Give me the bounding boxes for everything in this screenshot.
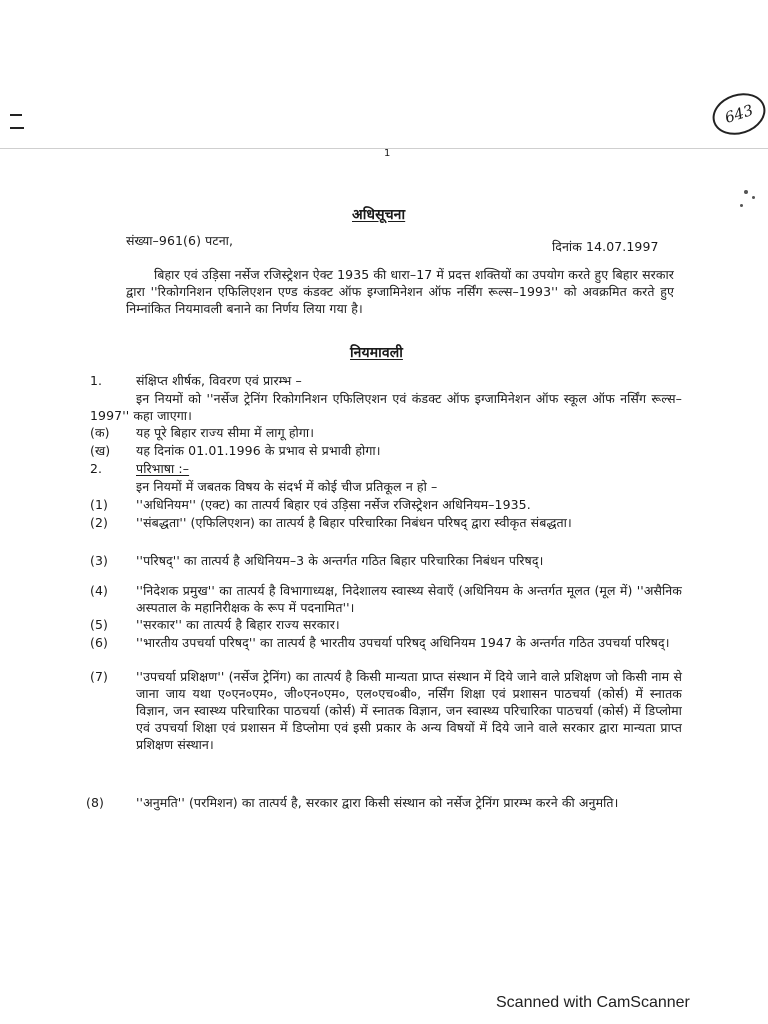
item-text: ''परिषद्'' का तात्पर्य है अधिनियम–3 के अन्तर्गत गठित बिहार परिचारिका निबंधन परिषद्।	[136, 553, 544, 568]
item-number: (5)	[90, 617, 109, 632]
sankhya-line: संख्या–961(6) पटना,	[126, 233, 234, 248]
scan-speck	[740, 204, 743, 207]
dinank-line: दिनांक 14.07.1997	[552, 239, 659, 254]
item-number: (8)	[86, 795, 105, 810]
item-text: ''निदेशक प्रमुख'' का तात्पर्य है विभागाध्यक्ष, निदेशालय स्वास्थ्य सेवाएँ (अधिनियम के अन्तर्गत मूलत (मूल में) ''असैनिक अस्पताल के महानिरीक्षक के रूप में पदनामित''।	[136, 583, 682, 615]
page-stamp	[707, 87, 768, 142]
scan-mark	[10, 114, 22, 116]
scan-speck	[752, 196, 755, 199]
item-text: ''भारतीय उपचर्या परिषद्'' का तात्पर्य है भारतीय उपचर्या परिषद् अधिनियम 1947 के अन्तर्गत गठित उपचर्या परिषद्।	[136, 635, 670, 650]
item-text: इन नियमों को ''नर्सेज ट्रेनिंग रिकोगनिशन एफिलिएशन एवं कंडक्ट ऑफ इग्जामिनेशन ऑफ स्कूल ऑफ नर्सिंग रूल्स–1997'' कहा जाएगा।	[90, 391, 682, 423]
item-text: ''उपचर्या प्रशिक्षण'' (नर्सेज ट्रेनिंग) का तात्पर्य है किसी मान्यता प्राप्त संस्थान में दिये जाने वाले प्रशिक्षण जो किसी नाम से जाना जाय यथा ए०एन०एम०, जी०एन०एम०, एल०एच०बी०, नर्सिंग शिक्षा एवं प्रशासन पाठचर्या (कोर्स) में स्नातक विज्ञान, जन स्वास्थ्य परिचारिका पाठचर्या (कोर्स) में स्नातक विज्ञान, जन स्वास्थ्य परिचारिका पाठचर्या (कोर्स) में डिप्लोमा एवं उपचर्या शिक्षा एवं प्रशासन में डिप्लोमा एवं इसी प्रकार के अन्य विषयों में दिये जाने वाले सरकार द्वारा मान्यता प्राप्त प्रशिक्षण संस्थान।	[136, 669, 682, 752]
item-text: ''अधिनियम'' (एक्ट) का तात्पर्य बिहार एवं उड़िसा नर्सेज रजिस्ट्रेशन अधिनियम–1935.	[136, 497, 531, 512]
item-number: 2.	[90, 461, 103, 476]
item-text: परिभाषा :–	[136, 461, 190, 476]
notification-heading: अधिसूचना	[352, 207, 406, 223]
item-number: (3)	[90, 553, 109, 568]
item-number: (क)	[90, 425, 110, 440]
item-text: संक्षिप्त शीर्षक, विवरण एवं प्रारम्भ –	[136, 373, 302, 388]
item-number: (2)	[90, 515, 109, 530]
item-number: (4)	[90, 583, 109, 598]
niyamavali-heading: नियमावली	[350, 345, 403, 361]
stamp-number: 643	[722, 101, 756, 127]
item-text: इन नियमों में जबतक विषय के संदर्भ में कोई चीज प्रतिकूल न हो –	[136, 479, 438, 494]
preamble-paragraph: बिहार एवं उड़िसा नर्सेज रजिस्ट्रेशन ऐक्ट 1935 की धारा–17 में प्रदत्त शक्तियों का उपयोग करते हुए बिहार सरकार द्वारा ''रिकोगनिशन एफिलिएशन एण्ड कंडक्ट ऑफ इग्जामिनेशन ऑफ नर्सिंग रूल्स–1993'' को अवक्रमित करते हुए निम्नांकित नियमावली बनाने का निर्णय लिया गया है।	[126, 267, 674, 316]
item-number: (1)	[90, 497, 109, 512]
page-number: 1	[384, 148, 391, 159]
item-text: ''अनुमति'' (परमिशन) का तात्पर्य है, सरकार द्वारा किसी संस्थान को नर्सेज ट्रेनिंग प्रारम्भ करने की अनुमति।	[136, 795, 619, 810]
item-number: 1.	[90, 373, 103, 388]
scan-speck	[744, 190, 748, 194]
item-text: यह पूरे बिहार राज्य सीमा में लागू होगा।	[136, 425, 315, 440]
item-text: यह दिनांक 01.01.1996 के प्रभाव से प्रभावी होगा।	[136, 443, 381, 458]
scan-mark	[10, 127, 24, 129]
item-text: ''संबद्धता'' (एफिलिएशन) का तात्पर्य है बिहार परिचारिका निबंधन परिषद् द्वारा स्वीकृत संबद्धता।	[136, 515, 572, 530]
camscanner-footer: Scanned with CamScanner	[496, 994, 690, 1011]
item-number: (ख)	[90, 443, 111, 458]
item-text: ''सरकार'' का तात्पर्य है बिहार राज्य सरकार।	[136, 617, 340, 632]
item-number: (7)	[90, 669, 109, 684]
item-number: (6)	[90, 635, 109, 650]
